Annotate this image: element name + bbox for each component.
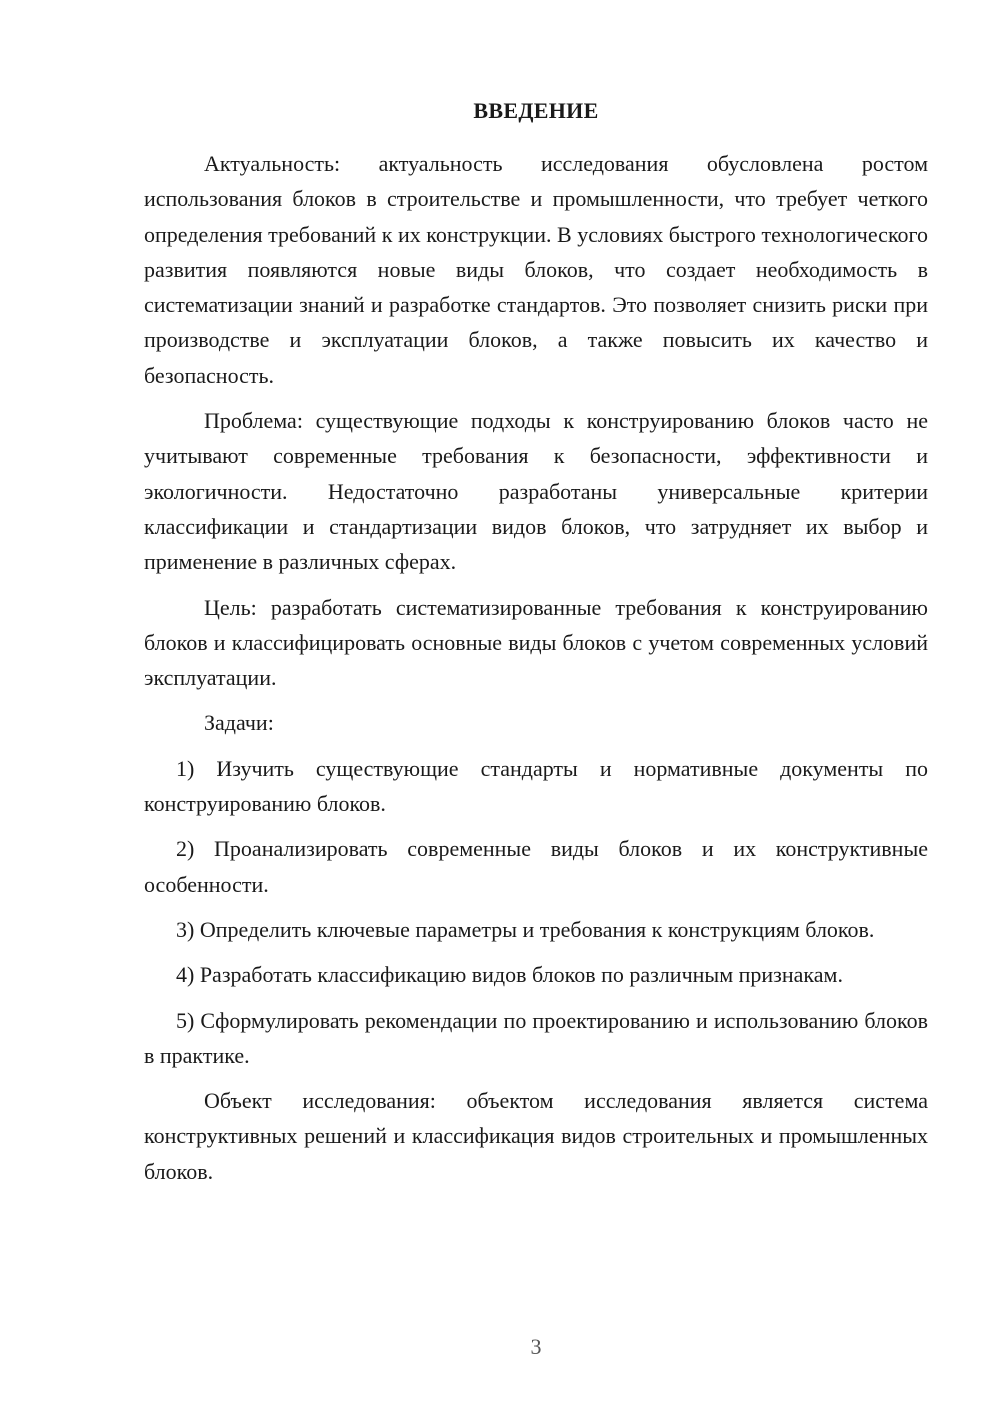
tasks-heading: Задачи: bbox=[204, 710, 274, 736]
object-paragraph: Объект исследования: объектом исследования является система конструктивных решений и классификация видов строительных и промышленных блоков. bbox=[144, 1088, 928, 1184]
task-item: 3) Определить ключевые параметры и требования к конструкциям блоков. bbox=[176, 916, 875, 942]
task-item: 1) Изучить существующие стандарты и нормативные документы по конструированию блоков. bbox=[144, 755, 928, 817]
task-item: 4) Разработать классификацию видов блоков по различным признакам. bbox=[176, 962, 843, 988]
task-item: 2) Проанализировать современные виды блоков и их конструктивные особенности. bbox=[144, 836, 928, 897]
page-number: 3 bbox=[530, 1334, 542, 1359]
goal-paragraph: Цель: разработать систематизированные требования к конструированию блоков и классифицировать основные виды блоков с учетом современных условий эксплуатации. bbox=[144, 594, 928, 691]
relevance-paragraph: Актуальность: актуальность исследования обусловлена ростом использования блоков в строительстве и промышленности, что требует четкого определения требований к их конструкции. В условиях быстрого технологического развития появляются новые виды блоков, что создает необходимость в систематизации знаний и разработке стандартов. Это позволяет снизить риски при производстве и эксплуатации блоков, а также повысить их качество и безопасность. bbox=[144, 151, 928, 388]
problem-paragraph: Проблема: существующие подходы к конструированию блоков часто не учитывают современные требования к безопасности, эффективности и экологичности. Недостаточно разработаны универсальные критерии классификации и стандартизации видов блоков, что затрудняет их выбор и применение в различных сферах. bbox=[144, 408, 928, 575]
task-item: 5) Сформулировать рекомендации по проектированию и использованию блоков в практике. bbox=[144, 1007, 928, 1068]
document-page bbox=[144, 96, 928, 1199]
section-title: ВВЕДЕНИЕ bbox=[473, 98, 599, 123]
